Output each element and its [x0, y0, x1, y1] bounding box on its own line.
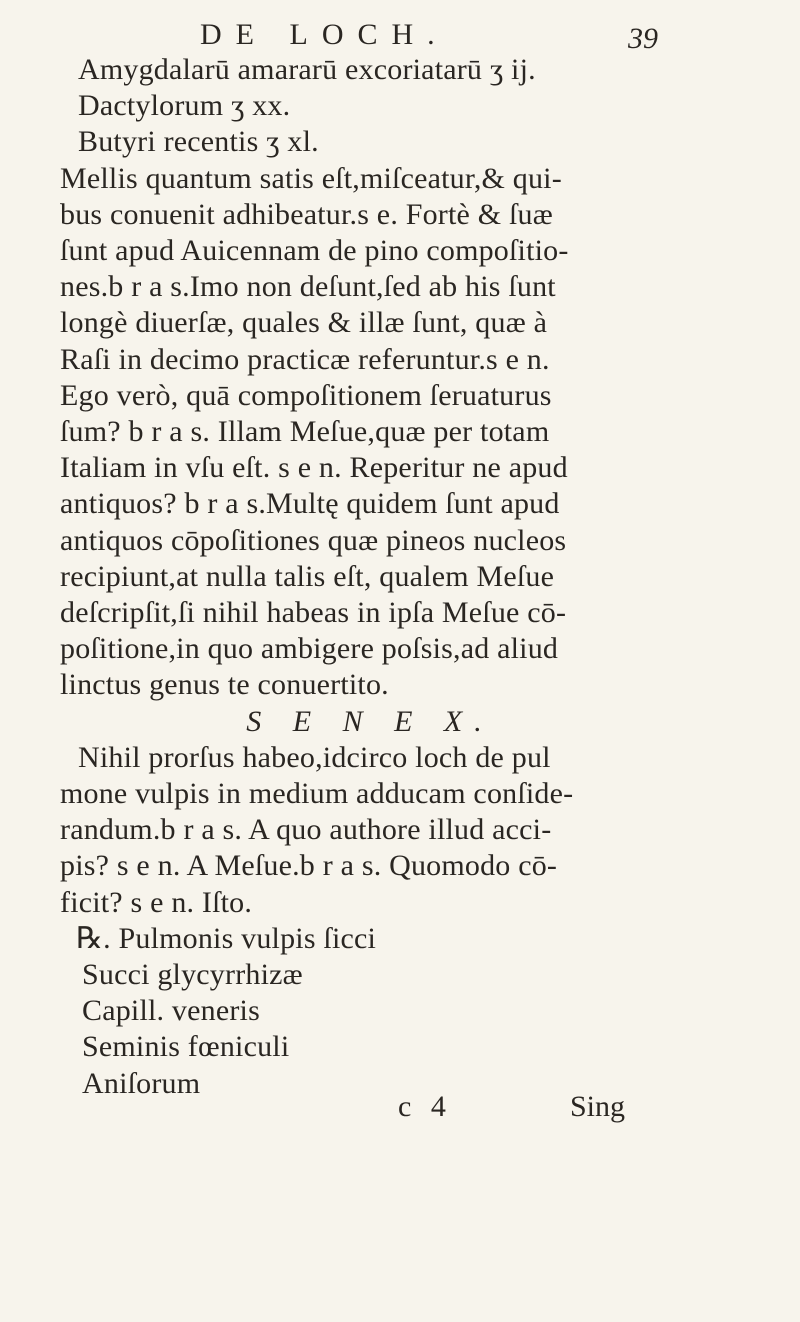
- recipe-line: Capill. veneris: [82, 994, 260, 1028]
- text-line: Amygdalarū amararū excoriatarū ʒ ij.: [78, 53, 536, 86]
- text-line: nes.b r a s.Imo non deſunt,ſed ab his ſunt: [60, 270, 556, 304]
- text-line: deſcripſit,ſi nihil habeas in ipſa Meſue cō-: [60, 596, 567, 630]
- catchword: Sing: [570, 1090, 626, 1123]
- recipe-line: Succi glycyrrhizæ: [82, 958, 303, 992]
- text-line: Raſi in decimo practicæ referuntur.s e n.: [60, 342, 550, 376]
- recipe-line: Aniſorum: [82, 1066, 201, 1100]
- text-line: Nihil prorſus habeo,idcirco loch de pul: [78, 740, 551, 774]
- recipe-line: ℞. Pulmonis vulpis ſicci: [76, 921, 377, 955]
- text-line: antiquos cōpoſitiones quæ pineos nucleos: [60, 523, 567, 557]
- running-head: DE LOCH.: [200, 18, 449, 51]
- text-line: Ego verò, quā compoſitionem ſeruaturus: [60, 378, 552, 412]
- speaker-heading: S E N E X.: [246, 704, 494, 738]
- text-line: ſum? b r a s. Illam Meſue,quæ per totam: [60, 415, 550, 449]
- text-line: randum.b r a s. A quo authore illud acci-: [60, 813, 552, 847]
- text-line: mone vulpis in medium adducam conſide-: [60, 777, 574, 811]
- text-line: Dactylorum ʒ xx.: [78, 89, 291, 123]
- signature-mark: c 4: [398, 1090, 452, 1123]
- recipe-line: Seminis fœniculi: [82, 1030, 290, 1064]
- text-line: Butyri recentis ʒ xl.: [78, 125, 319, 159]
- text-line: ficit? s e n. Iſto.: [60, 885, 253, 919]
- text-line: ſunt apud Auicennam de pino compoſitio-: [60, 234, 569, 268]
- text-line: bus conuenit adhibeatur.s e. Fortè & ſuæ: [60, 197, 553, 231]
- page-footer: [0, 1090, 800, 1130]
- text-line: Italiam in vſu eſt. s e n. Reperitur ne apud: [60, 451, 568, 485]
- text-line: antiquos? b r a s.Multę quidem ſunt apud: [60, 487, 560, 521]
- body-text: [60, 52, 670, 1102]
- text-line: pis? s e n. A Meſue.b r a s. Quomodo cō-: [60, 849, 558, 883]
- text-line: poſitione,in quo ambigere poſsis,ad aliud: [60, 632, 559, 666]
- page-number: 39: [628, 22, 658, 55]
- text-line: longè diuerſæ, quales & illæ ſunt, quæ à: [60, 306, 548, 340]
- text-line: recipiunt,at nulla talis eſt, qualem Meſue: [60, 559, 555, 593]
- text-line: linctus genus te conuertito.: [60, 668, 389, 702]
- text-line: Mellis quantum satis eſt,miſceatur,& qui-: [60, 161, 562, 195]
